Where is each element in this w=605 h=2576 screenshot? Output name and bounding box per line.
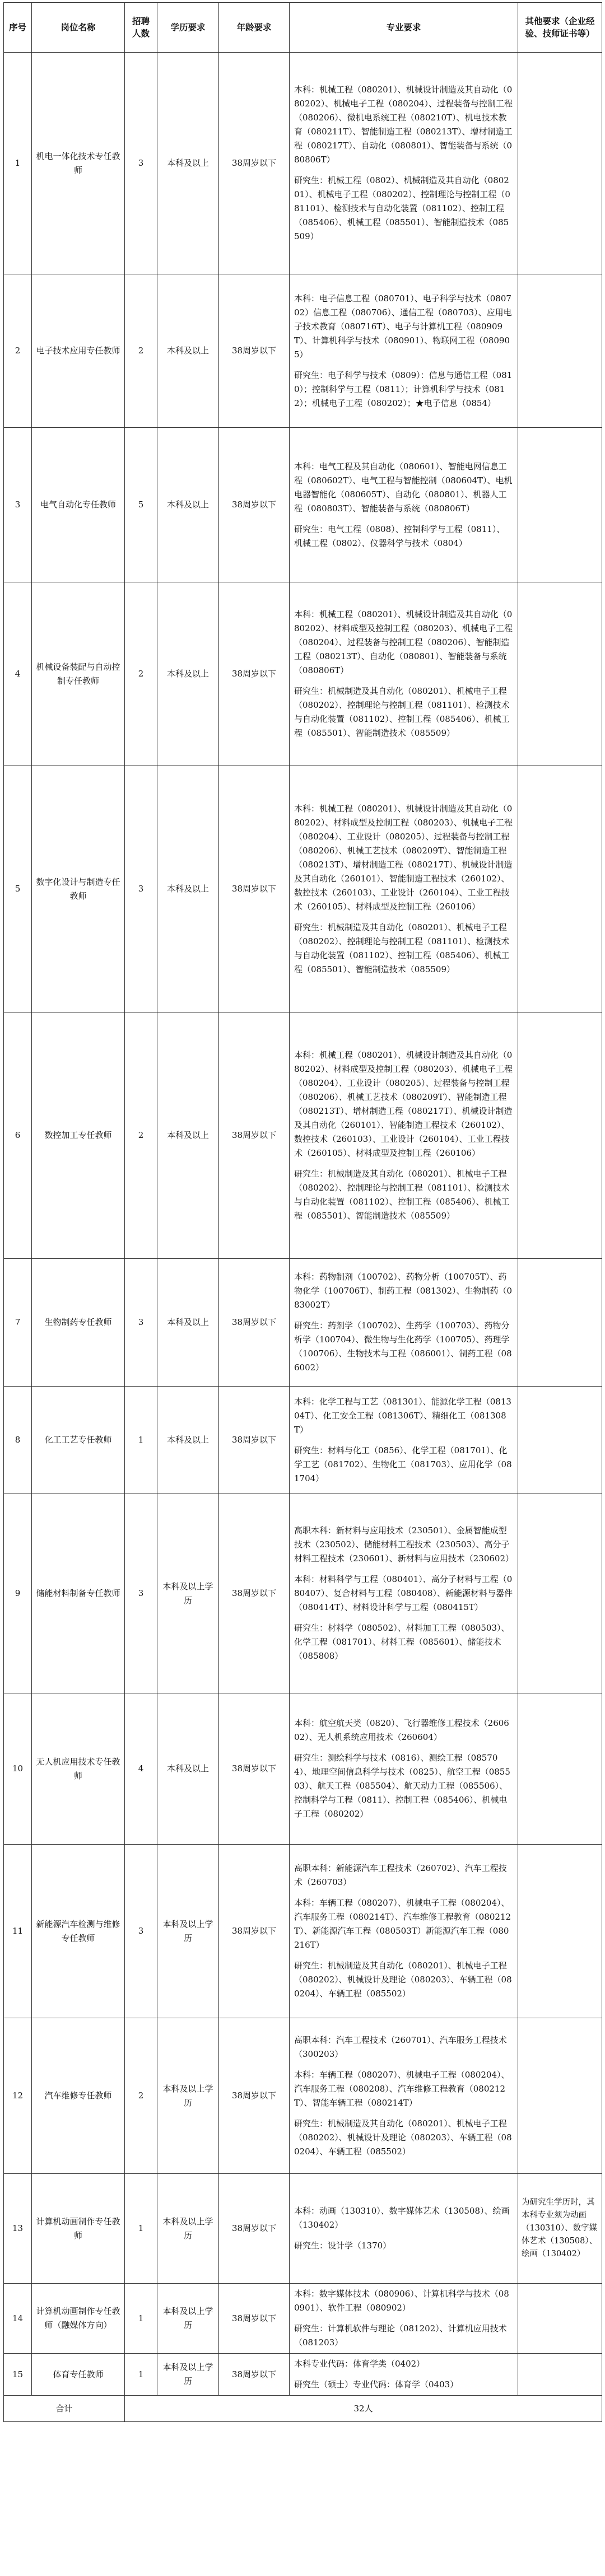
major-paragraph: 研究生：机械制造及其自动化（080201）、机械电子工程（080202）、机械设计及理论（080203）、车辆工程（080204）、车辆工程（085502） [294,2118,512,2157]
table-row [4,2354,602,2396]
cell-other [518,53,602,274]
major-paragraph: 本科：航空航天类（0820）、飞行器维修工程技术（260602）、无人机系统应用技术（260604） [294,1718,509,1742]
cell-position: 汽车维修专任教师 [32,2018,125,2174]
cell-count: 1 [125,2354,157,2396]
cell-major [290,1259,518,1387]
major-paragraph: 高职本科：新材料与应用技术（230501）、金属智能成型技术（230502）、储能材料工程技术（230503）、高分子材料工程技术（230601）、新材料与应用技术（230602） [294,1525,514,1564]
table-row [4,2174,602,2284]
major-paragraph: 研究生：机械制造及其自动化（080201）、机械电子工程（080202）、控制理论与控制工程（081101）、检测技术与自动化装置（081102）、控制工程（085406）、机械工程（085501）、智能制造技术（085509） [294,1168,510,1221]
major-paragraph: 高职本科：汽车工程技术（260701）、汽车服务工程技术（300203） [294,2034,507,2059]
cell-count: 3 [125,1494,157,1693]
cell-age: 38周岁以下 [219,2354,290,2396]
cell-seq: 8 [4,1387,32,1494]
cell-other [518,766,602,1012]
cell-age: 38周岁以下 [219,428,290,582]
cell-age: 38周岁以下 [219,2018,290,2174]
cell-other [518,1494,602,1693]
major-paragraph: 研究生：电子科学与技术（0809）：信息与通信工程（0810）；控制科学与工程（0811）；计算机科学与技术（0812）；机械电子工程（080202）；★电子信息（0854） [294,370,513,408]
cell-education: 本科及以上 [157,1259,219,1387]
cell-major [290,1494,518,1693]
cell-count: 1 [125,1387,157,1494]
major-paragraph: 研究生：药剂学（100702）、生药学（100703）、药物分析学（100704）、微生物与生化药学（100705）、药理学（100706）、生物技术与工程（086001）、制药工程（086002） [294,1320,512,1373]
cell-age: 38周岁以下 [219,1494,290,1693]
major-paragraph: 本科：动画（130310）、数字媒体艺术（130508）、绘画（130402） [294,2206,510,2230]
cell-other [518,1012,602,1259]
major-paragraph: 研究生：电气工程（0808）、控制科学与工程（0811）、机械工程（0802）、仪器科学与技术（0804） [294,524,505,548]
cell-seq: 15 [4,2354,32,2396]
cell-major [290,582,518,766]
cell-seq: 5 [4,766,32,1012]
cell-seq: 2 [4,274,32,428]
cell-major [290,1012,518,1259]
cell-major [290,274,518,428]
cell-position: 储能材料制备专任教师 [32,1494,125,1693]
cell-other [518,2284,602,2354]
cell-position: 机电一体化技术专任教师 [32,53,125,274]
cell-other [518,2354,602,2396]
cell-seq: 4 [4,582,32,766]
major-paragraph: 本科专业代码：体育学类（0402） [294,2359,425,2369]
cell-position: 电气自动化专任教师 [32,428,125,582]
cell-other [518,1845,602,2018]
major-paragraph: 本科：电子信息工程（080701）、电子科学与技术（080702）信息工程（080706）、通信工程（080703）、应用电子技术教育（080716T）、电子与计算机工程（080909T）、计算机科学与技术（080901）、物联网工程（080905） [294,293,512,360]
cell-education: 本科及以上学历 [157,2018,219,2174]
cell-age: 38周岁以下 [219,2174,290,2284]
table-row [4,582,602,766]
cell-age: 38周岁以下 [219,1259,290,1387]
cell-count: 2 [125,274,157,428]
total-label: 合计 [4,2396,125,2422]
cell-count: 1 [125,2174,157,2284]
table-header-row [4,3,602,53]
table-row [4,2018,602,2174]
major-paragraph: 研究生：材料与化工（0856）、化学工程（081701）、化学工艺（081702）、生物化工（081703）、应用化学（081704） [294,1445,512,1483]
cell-education: 本科及以上 [157,428,219,582]
major-paragraph: 本科：机械工程（080201）、机械设计制造及其自动化（080202）、机械电子工程（080204）、过程装备与控制工程（080206）、微机电系统工程（080210T）、机电技术教育（080211T）、智能制造工程（080213T）、增材制造工程（080217T）、自动化（080801）、智能装备与系统（080806T） [294,85,513,165]
cell-position: 数字化设计与制造专任教师 [32,766,125,1012]
cell-position: 计算机动画制作专任教师（融媒体方向） [32,2284,125,2354]
table-row [4,766,602,1012]
major-paragraph: 本科：材料科学与工程（080401）、高分子材料与工程（080407）、复合材料与工程（080408）、新能源材料与器件（080414T）、材料设计科学与工程（080415T） [294,1574,513,1612]
table-row [4,1494,602,1693]
cell-count: 3 [125,766,157,1012]
cell-education: 本科及以上 [157,1387,219,1494]
major-paragraph: 研究生：设计学（1370） [294,2241,392,2251]
major-paragraph: 本科：机械工程（080201）、机械设计制造及其自动化（080202）、材料成型及控制工程（080203）、机械电子工程（080204）、工业设计（080205）、过程装备与控制工程（080206）、机械工艺技术（080209T）、智能制造工程（080213T）、增材制造工程（080217T）、机械设计制造及其自动化（260101）、智能制造工程技术（260102）、数控技术（260103）、工业设计（260104）、工业工程技术（260105）、材料成型及控制工程（260106） [294,803,513,912]
cell-age: 38周岁以下 [219,1845,290,2018]
cell-seq: 13 [4,2174,32,2284]
cell-education: 本科及以上学历 [157,2354,219,2396]
cell-major [290,53,518,274]
cell-education: 本科及以上 [157,53,219,274]
cell-age: 38周岁以下 [219,274,290,428]
cell-education: 本科及以上学历 [157,1494,219,1693]
cell-count: 3 [125,53,157,274]
cell-seq: 7 [4,1259,32,1387]
major-paragraph: 研究生：材料学（080502）、材料加工工程（080503）、化学工程（081701）、材料工程（085601）、储能技术（085808） [294,1623,510,1661]
cell-major [290,1693,518,1845]
cell-position: 生物制药专任教师 [32,1259,125,1387]
cell-position: 电子技术应用专任教师 [32,274,125,428]
total-value: 32人 [125,2396,602,2422]
major-paragraph: 研究生：机械工程（0802）、机械制造及其自动化（080201）、机械电子工程（080202）、控制理论与控制工程（081101）、检测技术与自动化装置（081102）、控制工程（085406）、机械工程（085501）、智能制造技术（085509） [294,175,510,241]
major-paragraph: 研究生：计算机软件与理论（081202）、计算机应用技术（081203） [294,2323,507,2348]
cell-seq: 10 [4,1693,32,1845]
cell-seq: 1 [4,53,32,274]
cell-count: 1 [125,2284,157,2354]
cell-position: 新能源汽车检测与维修专任教师 [32,1845,125,2018]
cell-major [290,2018,518,2174]
cell-age: 38周岁以下 [219,1387,290,1494]
cell-position: 机械设备装配与自动控制专任教师 [32,582,125,766]
header-count: 招聘人数 [125,3,157,53]
cell-education: 本科及以上学历 [157,2284,219,2354]
cell-count: 4 [125,1693,157,1845]
header-major: 专业要求 [290,3,518,53]
cell-education: 本科及以上 [157,582,219,766]
table-row [4,1012,602,1259]
cell-age: 38周岁以下 [219,766,290,1012]
table-row [4,274,602,428]
cell-count: 2 [125,1012,157,1259]
cell-other [518,428,602,582]
major-paragraph: 研究生：机械制造及其自动化（080201）、机械电子工程（080202）、机械设计及理论（080203）、车辆工程（080204）、车辆工程（085502） [294,1961,512,1999]
cell-age: 38周岁以下 [219,1693,290,1845]
cell-seq: 6 [4,1012,32,1259]
cell-age: 38周岁以下 [219,2284,290,2354]
cell-seq: 11 [4,1845,32,2018]
cell-position: 化工工艺专任教师 [32,1387,125,1494]
major-paragraph: 本科：数字媒体技术（080906）、计算机科学与技术（080901）、软件工程（080902） [294,2289,509,2313]
cell-education: 本科及以上学历 [157,1845,219,2018]
table-body [4,53,602,2396]
major-paragraph: 本科：车辆工程（080207）、机械电子工程（080204）、汽车服务工程（080208）、汽车维修工程教育（080212T）、智能车辆工程（080214T） [294,2069,510,2108]
cell-count: 3 [125,1259,157,1387]
major-paragraph: 本科：化学工程与工艺（081301）、能源化学工程（081304T）、化工安全工程（081306T）、精细化工（081308T） [294,1396,511,1435]
major-paragraph: 本科：车辆工程（080207）、机械电子工程（080204）、汽车服务工程（080214T）、汽车维修工程教育（080212T）、新能源汽车工程（080503T）新能源汽车工程（080216T） [294,1898,511,1950]
recruitment-table [3,2,602,2422]
cell-other [518,1259,602,1387]
header-age: 年龄要求 [219,3,290,53]
major-paragraph: 研究生：机械制造及其自动化（080201）、机械电子工程（080202）、控制理论与控制工程（081101）、检测技术与自动化装置（081102）、控制工程（085406）、机械工程（085501）、智能制造技术（085509） [294,922,510,974]
cell-count: 5 [125,428,157,582]
cell-major [290,428,518,582]
cell-seq: 12 [4,2018,32,2174]
table-row [4,1845,602,2018]
cell-other: 为研究生学历时，其本科专业须为动画（130310）、数字媒体艺术（130508）、绘画（130402） [518,2174,602,2284]
cell-major [290,766,518,1012]
major-paragraph: 本科：药物制剂（100702）、药物分析（100705T）、药物化学（100706T）、制药工程（081302）、生物制药（083002T） [294,1272,513,1310]
major-paragraph: 研究生：测绘科学与技术（0816）、测绘工程（085704）、地理空间信息科学与技术（0825）、航空工程（085503）、航天工程（085504）、航天动力工程（085506）、控制科学与工程（0811）、控制工程（085406）、机械电子工程（080202） [294,1753,510,1819]
cell-seq: 9 [4,1494,32,1693]
cell-other [518,274,602,428]
major-paragraph: 本科：机械工程（080201）、机械设计制造及其自动化（080202）、材料成型及控制工程（080203）、机械电子工程（080204）、过程装备与控制工程（080206）、智能制造工程（080213T）、自动化（080801）、智能装备与系统（080806T） [294,609,513,675]
cell-major [290,1845,518,2018]
cell-education: 本科及以上 [157,274,219,428]
total-row [4,2396,602,2422]
table-row [4,1693,602,1845]
table-row [4,1387,602,1494]
cell-position: 计算机动画制作专任教师 [32,2174,125,2284]
cell-major [290,2354,518,2396]
cell-other [518,2018,602,2174]
cell-major [290,2174,518,2284]
table-row [4,53,602,274]
table-row [4,428,602,582]
cell-other [518,1387,602,1494]
cell-other [518,582,602,766]
cell-other [518,1693,602,1845]
table-row [4,2284,602,2354]
header-other: 其他要求（企业经验、技师证书等） [518,3,602,53]
cell-position: 体育专任教师 [32,2354,125,2396]
cell-major [290,1387,518,1494]
cell-count: 2 [125,582,157,766]
cell-age: 38周岁以下 [219,582,290,766]
cell-seq: 14 [4,2284,32,2354]
cell-count: 3 [125,1845,157,2018]
major-paragraph: 本科：电气工程及其自动化（080601）、智能电网信息工程（080602T）、电气工程与智能控制（080604T）、电机电器智能化（080605T）、自动化（080801）、机器人工程（080803T）、智能装备与系统（080806T） [294,461,513,514]
cell-major [290,2284,518,2354]
cell-education: 本科及以上 [157,766,219,1012]
table-row [4,1259,602,1387]
major-paragraph: 高职本科：新能源汽车工程技术（260702）、汽车工程技术（260703） [294,1863,507,1887]
cell-position: 无人机应用技术专任教师 [32,1693,125,1845]
header-education: 学历要求 [157,3,219,53]
cell-seq: 3 [4,428,32,582]
cell-education: 本科及以上 [157,1693,219,1845]
cell-education: 本科及以上学历 [157,2174,219,2284]
header-position: 岗位名称 [32,3,125,53]
cell-age: 38周岁以下 [219,1012,290,1259]
header-seq: 序号 [4,3,32,53]
major-paragraph: 研究生：机械制造及其自动化（080201）、机械电子工程（080202）、控制理论与控制工程（081101）、检测技术与自动化装置（081102）、控制工程（085406）、机械工程（085501）、智能制造技术（085509） [294,686,510,738]
cell-count: 2 [125,2018,157,2174]
cell-age: 38周岁以下 [219,53,290,274]
major-paragraph: 本科：机械工程（080201）、机械设计制造及其自动化（080202）、材料成型及控制工程（080203）、机械电子工程（080204）、工业设计（080205）、过程装备与控制工程（080206）、机械工艺技术（080209T）、智能制造工程（080213T）、增材制造工程（080217T）、机械设计制造及其自动化（260101）、智能制造工程技术（260102）、数控技术（260103）、工业设计（260104）、工业工程技术（260105）、材料成型及控制工程（260106） [294,1049,513,1158]
cell-position: 数控加工专任教师 [32,1012,125,1259]
cell-education: 本科及以上 [157,1012,219,1259]
major-paragraph: 研究生（硕士）专业代码：体育学（0403） [294,2379,459,2390]
